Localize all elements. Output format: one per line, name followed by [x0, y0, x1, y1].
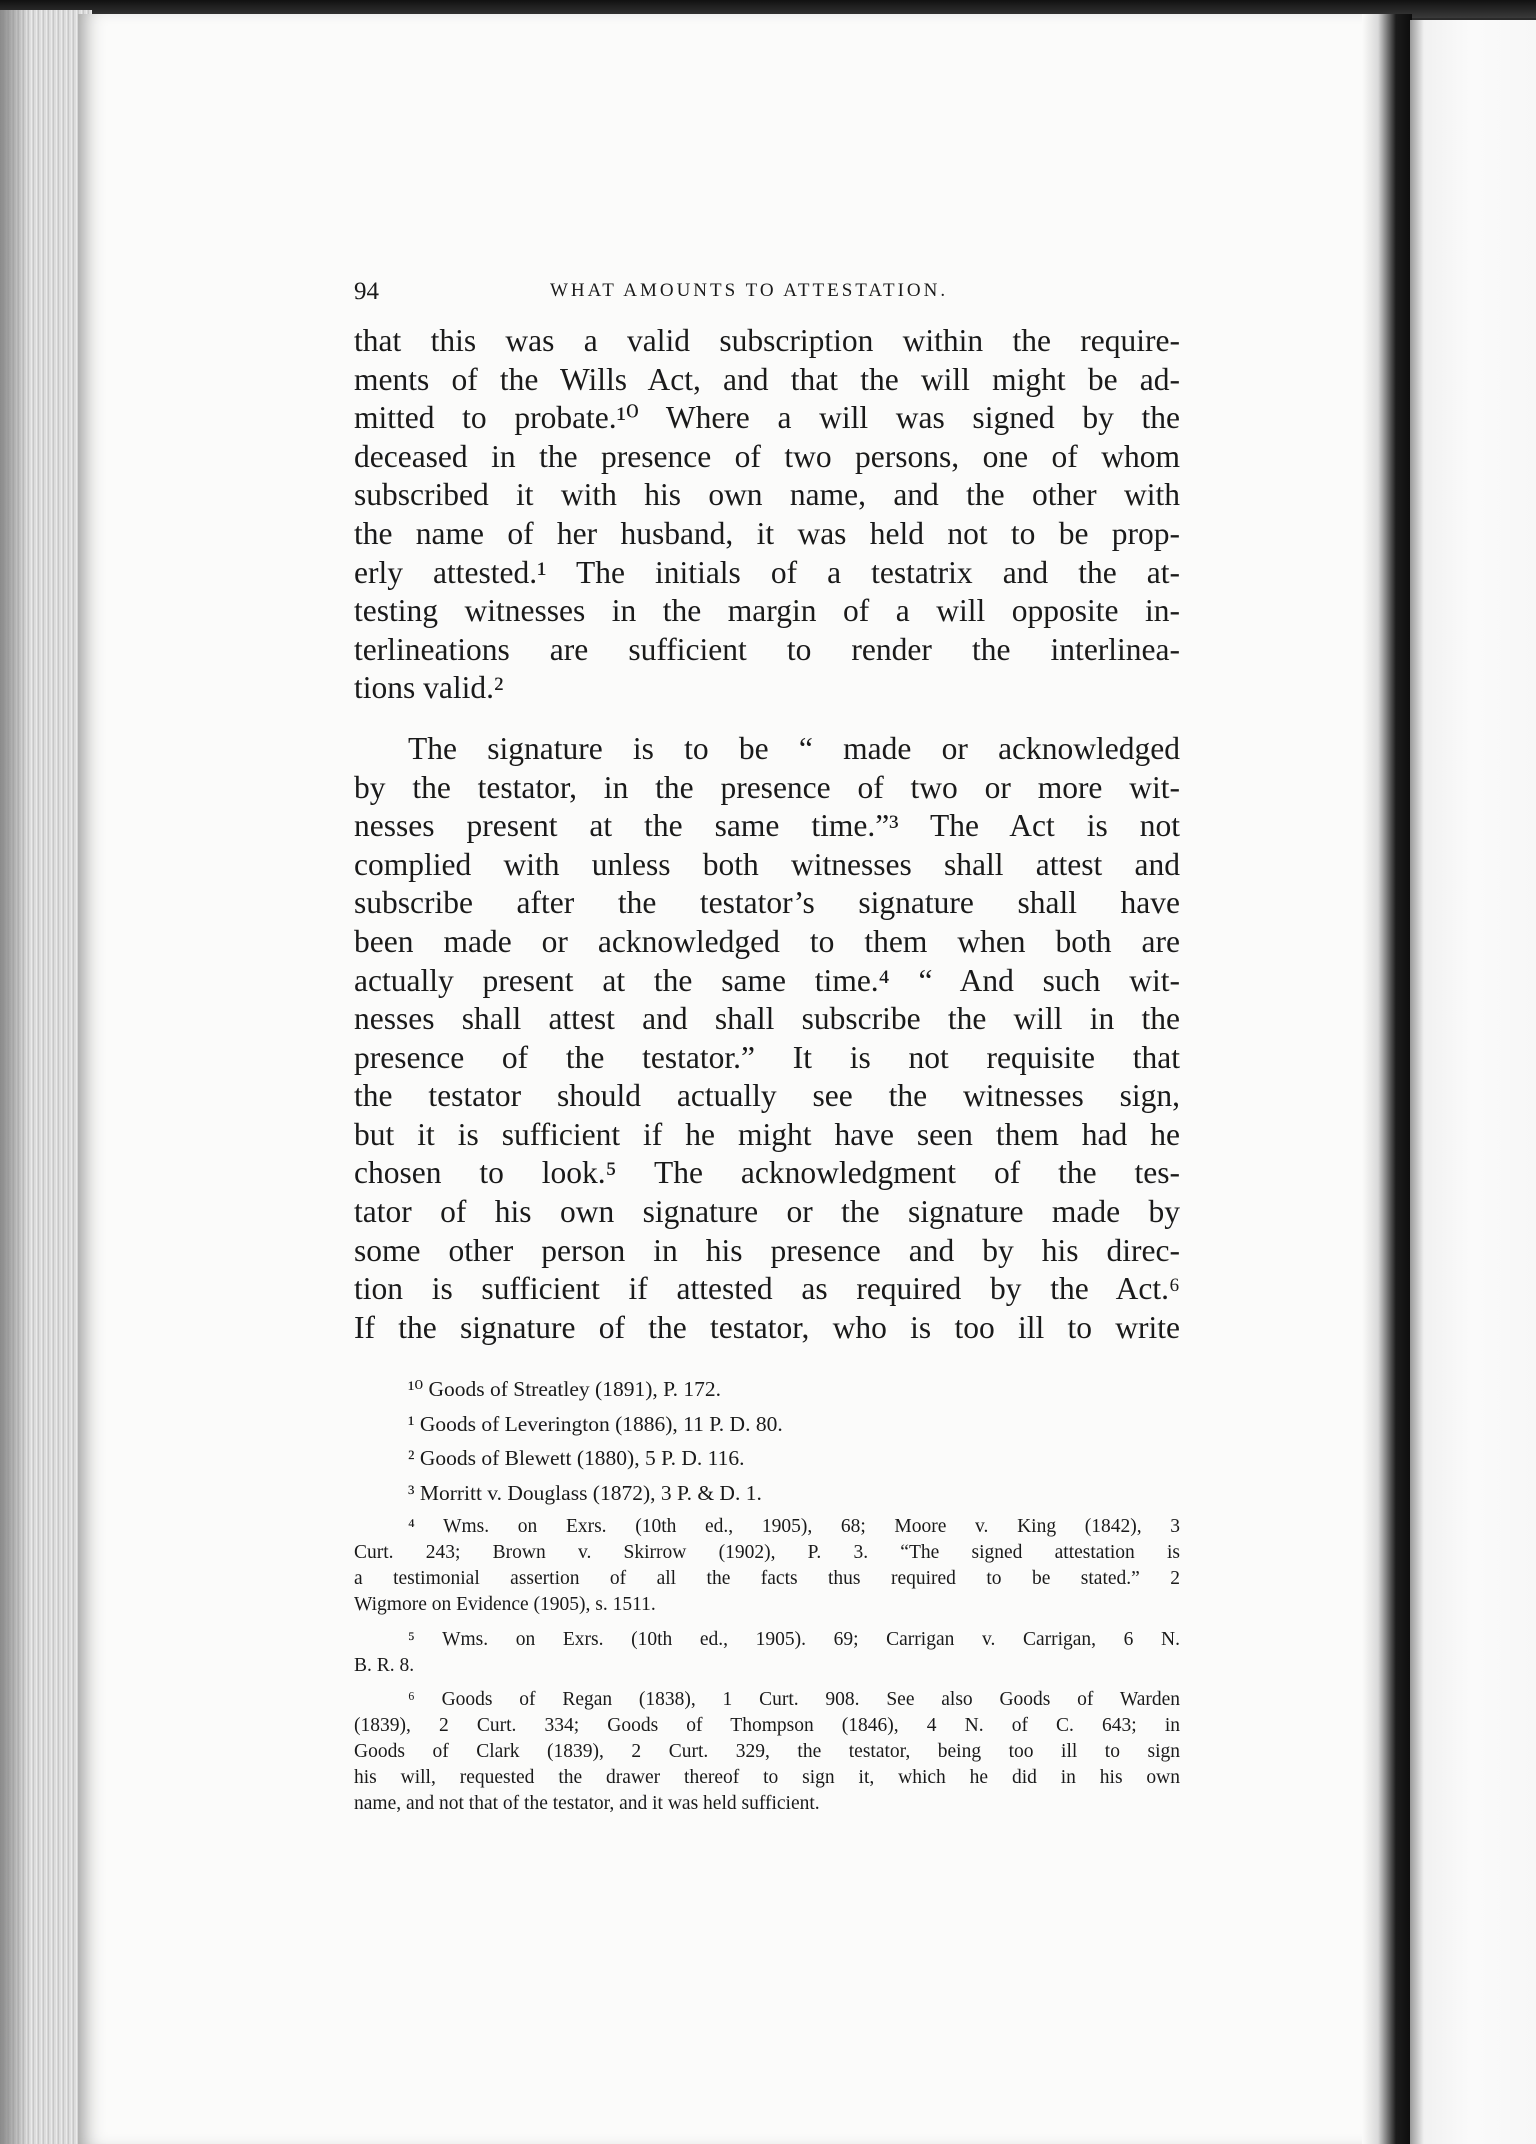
text-line: tion is sufficient if attested as required by the Act.⁶	[354, 1271, 1180, 1307]
footnotes	[354, 1376, 1180, 1826]
footnote-2	[354, 1445, 1180, 1471]
footnote-line: ⁶ Goods of Regan (1838), 1 Curt. 908. See also Goods of Warden	[408, 1689, 1180, 1710]
text-line: The signature is to be “ made or acknowledged	[408, 730, 1180, 766]
text-line: that this was a valid subscription within the require-	[354, 323, 1180, 358]
footnote-line: ³ Morritt v. Douglass (1872), 3 P. & D. 1.	[408, 1480, 762, 1505]
footnote-3	[354, 1480, 1180, 1506]
footnote-1	[354, 1411, 1180, 1437]
text-line: testing witnesses in the margin of a will opposite in-	[354, 593, 1180, 629]
text-line: chosen to look.⁵ The acknowledgment of the tes-	[354, 1155, 1180, 1191]
footnote-line: Wigmore on Evidence (1905), s. 1511.	[354, 1594, 656, 1615]
footnote-line: Curt. 243; Brown v. Skirrow (1902), P. 3. “The signed attestation is	[354, 1542, 1180, 1563]
text-line: erly attested.¹ The initials of a testatrix and the at-	[354, 554, 1180, 590]
text-line: complied with unless both witnesses shall attest and	[354, 846, 1180, 882]
footnote-line: ¹ Goods of Leverington (1886), 11 P. D. 80.	[408, 1411, 783, 1436]
paragraph-gap	[354, 708, 1180, 730]
footnote-line: ⁴ Wms. on Exrs. (10th ed., 1905), 68; Moore v. King (1842), 3	[408, 1516, 1180, 1537]
page-number: 94	[354, 278, 379, 305]
footnote-line: his will, requested the drawer thereof to sign it, which he did in his own	[354, 1767, 1180, 1788]
footnote-4	[354, 1514, 1180, 1618]
body-text	[354, 322, 1180, 1347]
text-line: the name of her husband, it was held not to be prop-	[354, 515, 1180, 551]
text-line: If the signature of the testator, who is too ill to write	[354, 1309, 1180, 1345]
text-line: presence of the testator.” It is not requisite that	[354, 1039, 1180, 1075]
text-line: subscribe after the testator’s signature shall have	[354, 885, 1180, 921]
text-line: mitted to probate.¹⁰ Where a will was signed by the	[354, 400, 1180, 436]
book-gutter	[1362, 14, 1412, 2144]
text-line: been made or acknowledged to them when both are	[354, 923, 1180, 959]
facing-page-edge	[1410, 20, 1536, 2144]
text-line: subscribed it with his own name, and the other with	[354, 477, 1180, 513]
running-title: WHAT AMOUNTS TO ATTESTATION.	[550, 280, 949, 301]
footnote-line: name, and not that of the testator, and it was held sufficient.	[354, 1793, 820, 1814]
text-line: by the testator, in the presence of two or more wit-	[354, 769, 1180, 805]
text-line: but it is sufficient if he might have seen them had he	[354, 1116, 1180, 1152]
footnote-10	[354, 1376, 1180, 1402]
footnote-line: ¹⁰ Goods of Streatley (1891), P. 172.	[408, 1377, 722, 1401]
text-line: nesses shall attest and shall subscribe the will in the	[354, 1001, 1180, 1037]
text-line: actually present at the same time.⁴ “ And such wit-	[354, 962, 1180, 998]
text-line: terlineations are sufficient to render the interlinea-	[354, 631, 1180, 667]
footnote-line: ⁵ Wms. on Exrs. (10th ed., 1905). 69; Carrigan v. Carrigan, 6 N.	[408, 1628, 1180, 1650]
paragraph-1	[354, 322, 1180, 708]
page-header	[354, 274, 1180, 314]
text-line: tator of his own signature or the signature made by	[354, 1194, 1180, 1230]
footnote-6	[354, 1687, 1180, 1817]
text-line: ments of the Wills Act, and that the will might be ad-	[354, 361, 1180, 397]
footnote-line: Goods of Clark (1839), 2 Curt. 329, the testator, being too ill to sign	[354, 1741, 1180, 1762]
book-edge-shadow	[0, 10, 30, 2144]
footnote-line: B. R. 8.	[354, 1654, 415, 1676]
text-line: the testator should actually see the witnesses sign,	[354, 1078, 1180, 1114]
text-line: nesses present at the same time.”³ The Act is not	[354, 808, 1180, 844]
paragraph-2	[354, 730, 1180, 1348]
text-line: some other person in his presence and by his direc-	[354, 1232, 1180, 1268]
text-line: tions valid.²	[354, 670, 504, 706]
footnote-line: ² Goods of Blewett (1880), 5 P. D. 116.	[408, 1446, 745, 1470]
footnote-line: (1839), 2 Curt. 334; Goods of Thompson (1846), 4 N. of C. 643; in	[354, 1715, 1180, 1736]
footnote-5	[354, 1627, 1180, 1679]
footnote-line: a testimonial assertion of all the facts thus required to be stated.” 2	[354, 1568, 1180, 1589]
text-line: deceased in the presence of two persons, one of whom	[354, 438, 1180, 474]
